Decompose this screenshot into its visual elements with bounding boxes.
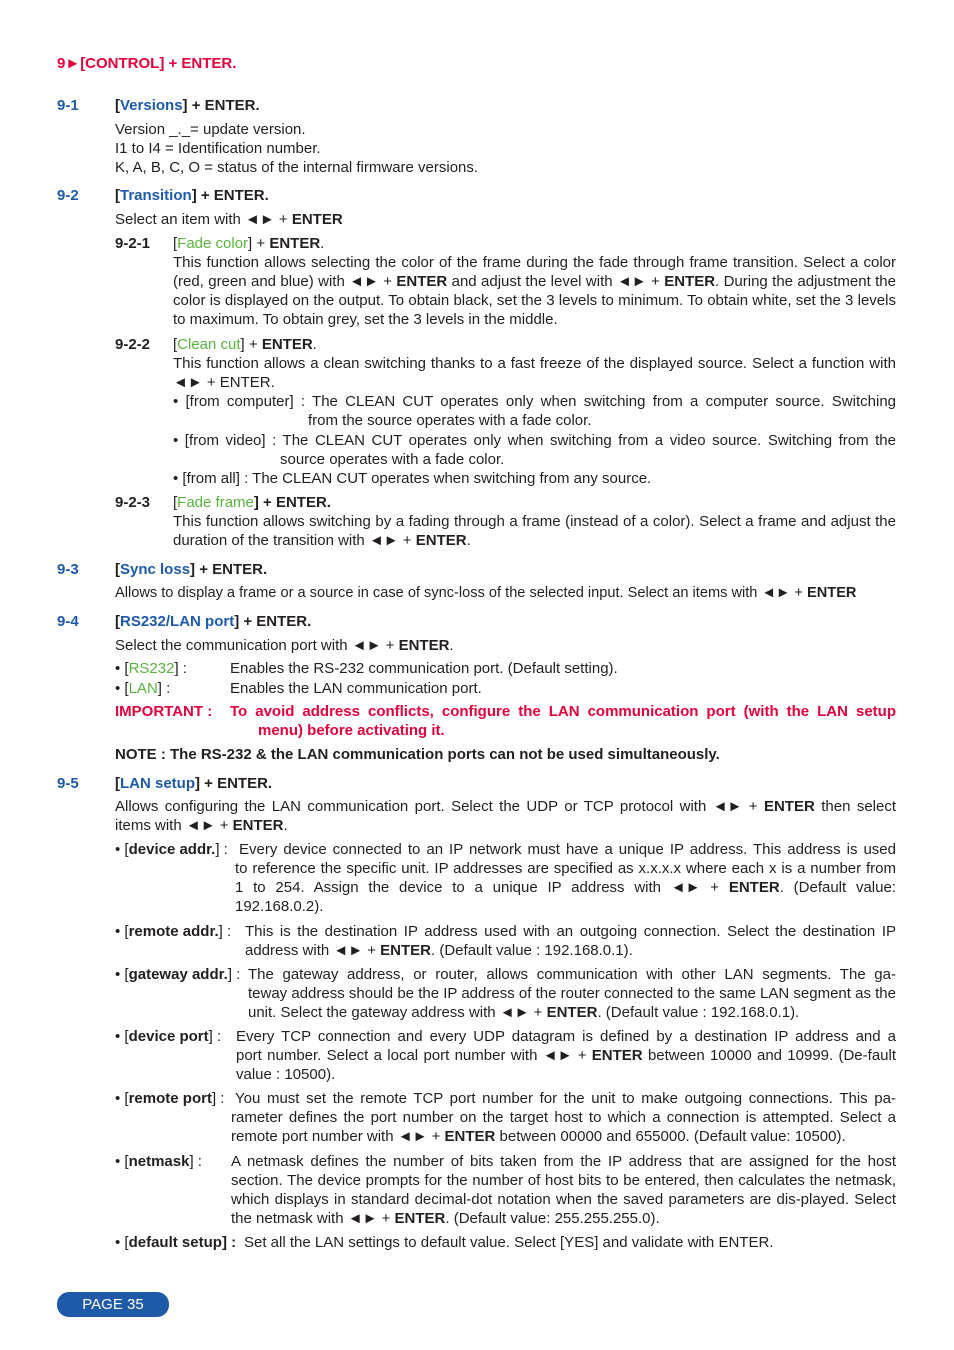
setting-description: section. The device prompts for the number of host bits to be entered, then calculates the netmask, which displays in standard decimal-dot notation when the saved parameters are dis-played. Select the netmask with ◄► + ENTER. (Default value: 255.255.255.0). (231, 1172, 896, 1227)
paragraph: Select an item with ◄► + ENTER (115, 211, 343, 228)
setting-label: • [device addr.] : (115, 841, 228, 858)
paragraph: Allows configuring the LAN communication port. Select the UDP or TCP protocol with ◄► + ENTER then select items with ◄► + ENTER. (115, 798, 897, 834)
section-number: 9-4 (57, 613, 79, 630)
chapter-heading: 9►[CONTROL] + ENTER. (57, 55, 237, 72)
setting-description: port number. Select a local port number with ◄► + ENTER between 10000 and 10999. (De-fault value : 10500). (236, 1047, 897, 1083)
section-number: 9-3 (57, 561, 79, 578)
setting-description: A netmask defines the number of bits taken from the IP address that are assigned for the host (231, 1153, 896, 1170)
setting-label: • [netmask] : (115, 1153, 202, 1170)
option-label: • [LAN] : (115, 680, 171, 697)
bullet-item: • [from computer] : The CLEAN CUT operates only when switching from a computer source. Switching (173, 393, 896, 410)
subsection-heading: [Fade color] + ENTER. (173, 235, 325, 252)
version-line: Version _._= update version. (115, 121, 306, 138)
setting-label: • [default setup] : (115, 1234, 237, 1251)
setting-description: Every device connected to an IP network must have a unique IP address. This address is used (239, 841, 896, 858)
version-line: K, A, B, C, O = status of the internal firmware versions. (115, 159, 479, 176)
setting-description: rameter defines the port number on the target host to which a connection is attempted. Select a remote port number with ◄► + ENTER between 00000 and 655000. (Default value: 10500). (231, 1109, 896, 1145)
bullet-continuation: source operates with a fade color. (280, 451, 505, 468)
setting-description: teway address should be the IP address of the router connected to the same LAN segment as the unit. Select the gateway address with ◄► + ENTER. (Default value : 192.168.0.1). (248, 985, 896, 1021)
section-heading: [Transition] + ENTER. (115, 187, 269, 204)
paragraph: Select the communication port with ◄► + ENTER. (115, 637, 454, 654)
subsection-heading: [Clean cut] + ENTER. (173, 336, 317, 353)
setting-label: • [remote addr.] : (115, 923, 232, 940)
version-line: I1 to I4 = Identification number. (115, 140, 321, 157)
subsection-number: 9-2-1 (115, 235, 151, 252)
setting-label: • [remote port] : (115, 1090, 225, 1107)
section-number: 9-5 (57, 775, 79, 792)
section-heading: [Versions] + ENTER. (115, 97, 260, 114)
page-number-badge: PAGE 35 (57, 1292, 169, 1317)
important-text: menu) before activating it. (258, 722, 445, 739)
option-label: • [RS232] : (115, 660, 187, 677)
setting-description: to reference the specific unit. IP addresses are specified as x.x.x.x where each x is a number from 1 to 254. Assign the device to a unique IP address with ◄► + ENTER. (Default value: 192.168.0.2). (235, 860, 896, 915)
paragraph: This function allows a clean switching thanks to a fast freeze of the displayed source. Select a function with ◄► + ENTER. (173, 355, 896, 391)
setting-label: • [device port] : (115, 1028, 222, 1045)
important-text: To avoid address conflicts, configure the LAN communication port (with the LAN setup (230, 703, 896, 720)
section-heading: [Sync loss] + ENTER. (115, 561, 268, 578)
paragraph: Allows to display a frame or a source in case of sync-loss of the selected input. Select an items with ◄► + ENTER (115, 585, 857, 601)
bullet-item: • [from all] : The CLEAN CUT operates when switching from any source. (173, 470, 652, 487)
setting-label: • [gateway addr.] : (115, 966, 241, 983)
setting-description: address with ◄► + ENTER. (Default value : 192.168.0.1). (245, 942, 633, 959)
option-description: Enables the LAN communication port. (230, 680, 482, 697)
setting-description: You must set the remote TCP port number for the unit to make outgoing connections. This pa- (235, 1090, 896, 1107)
subsection-number: 9-2-2 (115, 336, 151, 353)
section-number: 9-1 (57, 97, 79, 114)
subsection-number: 9-2-3 (115, 494, 151, 511)
section-number: 9-2 (57, 187, 79, 204)
important-label: IMPORTANT : (115, 703, 213, 720)
paragraph: This function allows selecting the color of the frame during the fade through frame transition. Select a color (red, green and blue) with ◄► + ENTER and adjust the level with ◄► + ENTER. During the adjustment the color is displayed on the output. To obtain black, set the 3 levels to minimum. To obtain white, set the 3 levels to maximum. To obtain grey, set the 3 levels in the middle. (173, 254, 896, 328)
paragraph: This function allows switching by a fading through a frame (instead of a color). Select a frame and adjust the duration of the transition with ◄► + ENTER. (173, 513, 896, 549)
bullet-item: • [from video] : The CLEAN CUT operates only when switching from a video source. Switching from the (173, 432, 896, 449)
note: NOTE : The RS-232 & the LAN communication ports can not be used simultaneously. (115, 746, 720, 763)
setting-description: Every TCP connection and every UDP datagram is defined by a destination IP address and a (236, 1028, 896, 1045)
setting-description: Set all the LAN settings to default value. Select [YES] and validate with ENTER. (244, 1234, 774, 1251)
section-heading: [RS232/LAN port] + ENTER. (115, 613, 312, 630)
option-description: Enables the RS-232 communication port. (Default setting). (230, 660, 618, 677)
setting-description: The gateway address, or router, allows communication with other LAN segments. The ga- (248, 966, 896, 983)
setting-description: This is the destination IP address used with an outgoing connection. Select the destination IP (245, 923, 896, 940)
subsection-heading: [Fade frame] + ENTER. (173, 494, 331, 511)
bullet-continuation: from the source operates with a fade color. (308, 412, 592, 429)
section-heading: [LAN setup] + ENTER. (115, 775, 273, 792)
